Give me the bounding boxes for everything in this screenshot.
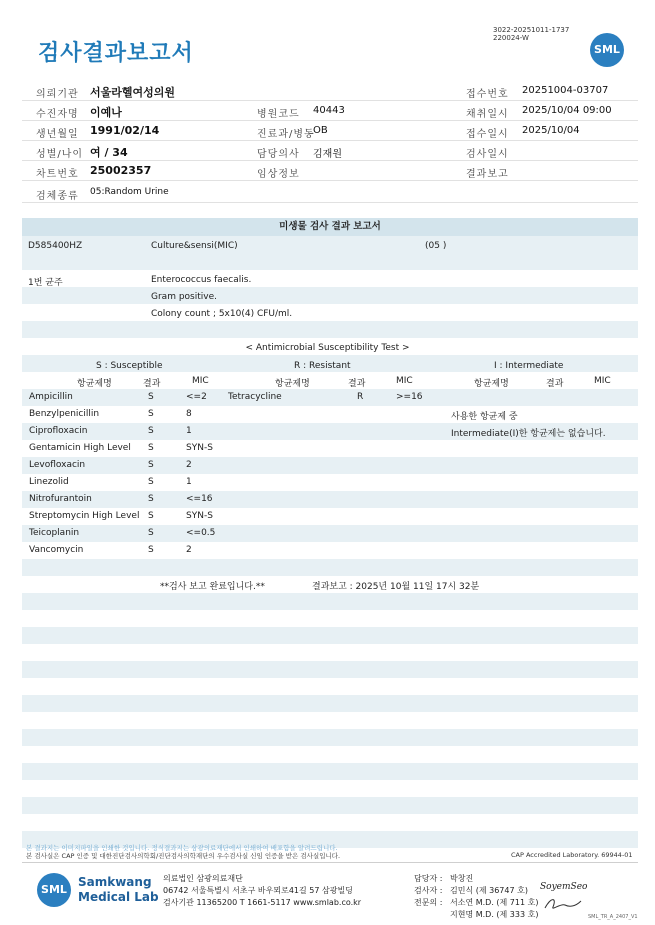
exam-date-label: 검사일시 [466,149,509,160]
footer-notice-1: 본 결과지는 이미지파일을 인쇄한 것입니다. 정식결과지는 삼광의료재단에서 인쇄하여 배포함을 알려드립니다. [26,844,338,852]
antibiotic-mic: 1 [186,426,192,436]
specialist-label: 전문의 : [414,898,443,907]
antibiotic-result: S [148,409,154,419]
antibiotic-name: Linezolid [29,477,69,487]
antibiotic-name: Vancomycin [29,545,84,555]
dept-value: OB [313,125,328,136]
doctor-label: 담당의사 [257,149,300,160]
info-row-1 [22,80,638,101]
antibiotic-mic: 8 [186,409,192,419]
info-row-5 [22,160,638,181]
col-header-name: 항균제명 [77,379,112,389]
row-band [22,559,638,576]
dob-value: 1991/02/14 [90,124,160,137]
section-title: 미생물 검사 결과 보고서 [22,218,638,236]
antibiotic-name: Tetracycline [228,392,282,402]
clinic-label: 의뢰기관 [36,89,79,100]
manager-label: 담당자 : [414,874,443,883]
antibiotic-mic: >=16 [396,392,423,402]
document-number-2: 220024-W [493,34,529,42]
antibiotic-result: R [357,392,364,402]
org-contact: 검사기관 11365200 T 1661-5117 www.smlab.co.kr [163,898,362,907]
row-band [22,491,638,508]
receipt-date-value: 2025/10/04 [522,125,580,136]
organism-line: Colony count ; 5x10(4) CFU/ml. [151,309,293,319]
footer-notice-2: 본 검사실은 CAP 인증 및 대한진단검사의학회/진단검사의학재단의 우수검사실 신임 인증을 받은 검사실입니다. [26,852,341,860]
antibiotic-name: Ciprofloxacin [29,426,88,436]
dept-label: 진료과/병동 [257,129,315,140]
row-band [22,729,638,746]
antibiotic-name: Levofloxacin [29,460,86,470]
doctor-value: 김재원 [313,149,342,160]
row-band [22,593,638,610]
col-header-mic: MIC [594,376,611,386]
row-band [22,525,638,542]
antibiotic-result: S [148,477,154,487]
row-band [22,287,638,304]
examiner-label: 검사자 : [414,886,443,895]
sml-logo-icon: SML [590,33,624,67]
receipt-no-value: 20251004-03707 [522,85,609,96]
info-row-4 [22,140,638,161]
antibiotic-result: S [148,511,154,521]
legend-susceptible: S : Susceptible [96,361,163,371]
col-header-name: 항균제명 [275,379,310,389]
row-band [22,389,638,406]
col-header-name: 항균제명 [474,379,509,389]
organism-line: Enterococcus faecalis. [151,275,252,285]
collect-time-label: 채취일시 [466,109,509,120]
footer-divider [22,862,638,863]
manager-value: 박창진 [450,874,474,883]
org-name: 의료법인 삼광의료재단 [163,874,243,883]
report-label: 결과보고 [466,169,509,180]
chart-value: 25002357 [90,164,152,177]
antibiotic-mic: SYN-S [186,443,213,453]
hospital-code-value: 40443 [313,105,345,116]
note-line: 사용한 항균제 중 [451,412,518,422]
test-code: D585400HZ [28,241,83,251]
specimen-label: 검체종류 [36,191,79,202]
info-row-6 [22,182,638,203]
hospital-code-label: 병원코드 [257,109,300,120]
antibiotic-mic: <=2 [186,392,207,402]
antibiotic-mic: 2 [186,460,192,470]
form-code: SML_TR_A_2407_V1 [588,914,638,920]
row-band [22,253,638,270]
patient-name-value: 이예나 [90,106,122,119]
clinic-value: 서울라헬여성의원 [90,86,176,99]
specialist-signature-icon [541,895,583,913]
col-header-result: 결과 [348,379,366,389]
legend-resistant: R : Resistant [294,361,351,371]
antibiotic-name: Gentamicin High Level [29,443,131,453]
antibiotic-result: S [148,528,154,538]
test-ref: (05 ) [425,241,447,251]
receipt-date-label: 접수일시 [466,129,509,140]
ast-title: < Antimicrobial Susceptibility Test > [245,343,410,353]
antibiotic-mic: 2 [186,545,192,555]
antibiotic-name: Nitrofurantoin [29,494,92,504]
patient-name-label: 수진자명 [36,109,79,120]
antibiotic-mic: SYN-S [186,511,213,521]
antibiotic-mic: 1 [186,477,192,487]
info-row-3 [22,120,638,141]
col-header-mic: MIC [396,376,413,386]
antibiotic-name: Teicoplanin [29,528,80,538]
logo-text-1: Samkwang [78,875,152,889]
note-line: Intermediate(I)한 항균제는 없습니다. [451,429,606,439]
antibiotic-result: S [148,545,154,555]
report-complete: **검사 보고 완료입니다.** [160,582,265,592]
col-header-mic: MIC [192,376,209,386]
row-band [22,695,638,712]
antibiotic-result: S [148,443,154,453]
chart-label: 차트번호 [36,169,79,180]
receipt-no-label: 접수번호 [466,89,509,100]
organism-label: 1번 균주 [28,278,63,288]
row-band [22,797,638,814]
antibiotic-result: S [148,494,154,504]
row-band [22,236,638,253]
report-time: 결과보고 : 2025년 10월 11일 17시 32분 [312,582,480,592]
antibiotic-mic: <=16 [186,494,213,504]
test-name: Culture&sensi(MIC) [151,241,238,251]
antibiotic-name: Ampicillin [29,392,73,402]
org-address: 06742 서울특별시 서초구 바우뫼로41길 57 삼광빌딩 [163,886,353,895]
clinical-label: 임상정보 [257,169,300,180]
specialist-value-2: 지현명 M.D. (제 333 호) [450,910,539,919]
organism-line: Gram positive. [151,292,217,302]
logo-text-2: Medical Lab [78,890,159,904]
specimen-value: 05:Random Urine [90,187,169,197]
collect-time-value: 2025/10/04 09:00 [522,105,612,116]
legend-intermediate: I : Intermediate [494,361,564,371]
antibiotic-name: Benzylpenicillin [29,409,100,419]
antibiotic-mic: <=0.5 [186,528,216,538]
info-row-2 [22,100,638,121]
antibiotic-name: Streptomycin High Level [29,511,140,521]
antibiotic-result: S [148,392,154,402]
col-header-result: 결과 [546,379,564,389]
antibiotic-result: S [148,426,154,436]
specialist-value-1: 서소연 M.D. (제 711 호) [450,898,539,907]
sex-age-value: 여 / 34 [90,146,128,159]
row-band [22,457,638,474]
page-title: 검사결과보고서 [38,41,194,66]
antibiotic-result: S [148,460,154,470]
examiner-value: 김민식 (제 36747 호) [450,886,528,895]
row-band [22,661,638,678]
dob-label: 생년월일 [36,129,79,140]
document-number-1: 3022-20251011-1737 [493,26,570,34]
col-header-result: 결과 [143,379,161,389]
row-band [22,627,638,644]
row-band [22,763,638,780]
sml-footer-logo-icon: SML [37,873,71,907]
document-number [493,26,569,42]
sex-age-label: 성별/나이 [36,149,84,160]
cap-accreditation: CAP Accredited Laboratory. 69944-01 [511,851,633,859]
examiner-signature: SoyemSeo [540,882,588,892]
row-band [22,321,638,338]
